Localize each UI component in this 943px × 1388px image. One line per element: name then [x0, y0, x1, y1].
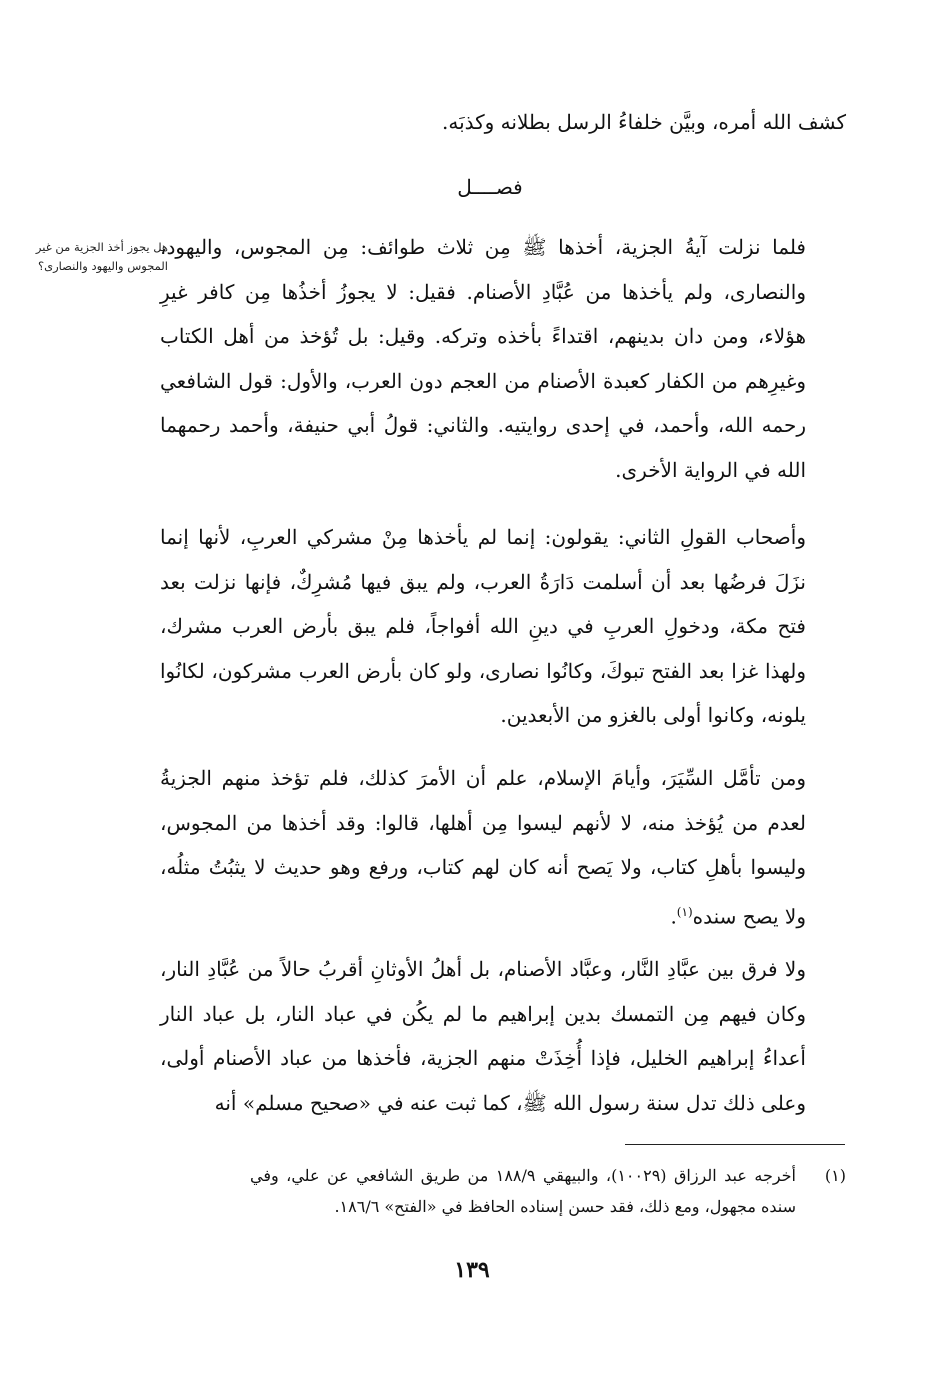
paragraph-text: ولا فرق بين عبَّادِ النَّار، وعبَّاد الأصنام، بل أهلُ الأوثانِ أقربُ حالاً من عُبَّادِ النار، وكان فيهم مِن التمسك بدين إبراهيم ما لم يكُن في عباد النار، بل عباد النار أعداءُ إبراهيم الخليل، فإذا أُخِذَتْ منهم الجزية، فأخذها من عباد الأصنام أولى، وعلى ذلك تدل سنة رسول الله ﷺ، كما ثبت عنه في «صحيح مسلم» أنه	[160, 957, 806, 1115]
paragraph-2	[160, 515, 846, 738]
paragraph-text: ومن تأمَّل السِّيَرَ، وأيامَ الإسلام، علم أن الأمرَ كذلك، فلم تؤخذ منهم الجزيةُ لعدم من يُؤخذ منه، لا لأنهم ليسوا مِن أهلها، قالوا: وقد أخذها من المجوس، وليسوا بأهلِ كتاب، ولا يَصح أنه كان لهم كتاب، ورفع وهو حديث لا يثبُتُ مثلُه، ولا يصح سنده	[160, 766, 806, 929]
page-number: ١٣٩	[454, 1257, 490, 1283]
paragraph-text-wrapper	[160, 756, 846, 939]
paragraph-end: .	[670, 904, 677, 929]
paragraph-text: فلما نزلت آيةُ الجزية، أخذها ﷺ مِن ثلاث طوائف: مِن المجوس، واليهود، والنصارى، ولم يأخذها من عُبَّادِ الأصنام. فقيل: لا يجوزُ أخذُها مِن كافر غيرِ هؤلاء، ومن دان بدينهم، اقتداءً بأخذه وتركه. وقيل: بل تُؤخذ من أهل الكتاب وغيرِهم من الكفار كعبدة الأصنام من العجم دون العرب، والأول: قول الشافعي رحمه الله، وأحمد، في إحدى روايتيه. والثاني: قولُ أبي حنيفة، وأحمد رحمهما الله في الرواية الأخرى.	[160, 235, 806, 482]
margin-note: هل يجوز أخذ الجزية من غير المجوس واليهود والنصارى؟	[35, 240, 168, 273]
paragraph-text: وأصحاب القولِ الثاني: يقولون: إنما لم يأخذها مِنْ مشركي العربِ، لأنها إنما نزَلَ فرضُها بعد أن أسلمت دَارَةُ العرب، ولم يبق فيها مُشرِكٌ، فإنها نزلت بعد فتح مكة، ودخولِ العربِ في دينِ الله أفواجاً، فلم يبق بأرض العرب مشرك، ولهذا غزا بعد الفتح تبوكَ، وكانُوا نصارى، ولو كان بأرض العرب مشركون، لكانُوا يلونه، وكانوا أولى بالغزو من الأبعدين.	[160, 525, 806, 727]
section-heading: فصــــل	[457, 175, 523, 199]
footnote-marker: (١)	[824, 1166, 846, 1185]
paragraph-1	[160, 225, 846, 492]
continuation-line: كشف الله أمره، وبيَّن خلفاءُ الرسل بطلانه وكذبَه.	[442, 110, 846, 134]
footnote-divider	[625, 1144, 845, 1145]
paragraph-4	[160, 947, 846, 1125]
footnote-reference[interactable]: (١)	[676, 904, 693, 919]
footnote-text: أخرجه عبد الرزاق (١٠٠٢٩)، والبيهقي ١٨٨/٩ من طريق الشافعي عن علي، وفي سنده مجهول، ومع ذلك، فقد حسن إسناده الحافظ في «الفتح» ١٨٦/٦.	[250, 1166, 796, 1216]
paragraph-3	[160, 756, 846, 939]
footnote	[250, 1160, 846, 1222]
